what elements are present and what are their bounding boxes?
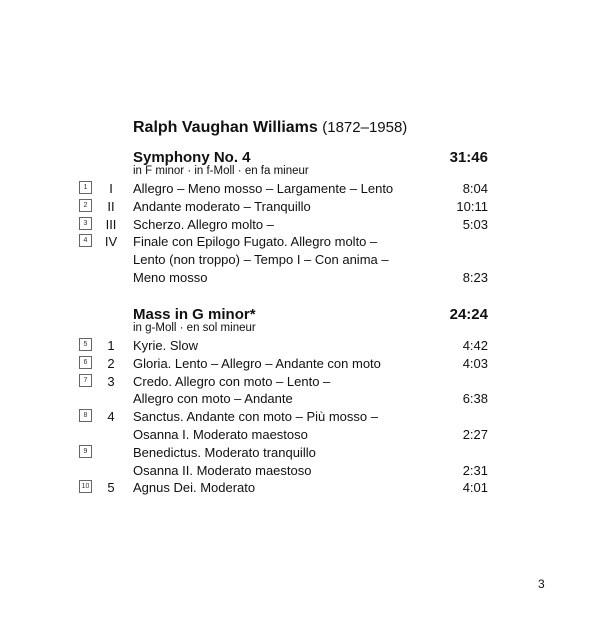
track-duration: 4:42 — [462, 338, 488, 353]
movement-number: 4 — [107, 409, 115, 424]
track-title-line: Benedictus. Moderato tranquillo — [133, 445, 316, 460]
composer-name: Ralph Vaughan Williams — [133, 119, 318, 136]
track-title-line: Meno mosso — [133, 270, 208, 285]
track-title-line: Agnus Dei. Moderato — [133, 480, 256, 495]
track-title-line: Finale con Epilogo Fugato. Allegro molto – — [133, 234, 378, 249]
track-title-line: Gloria. Lento – Allegro – Andante con moto — [133, 356, 381, 371]
track-number-box: 4 — [79, 234, 92, 247]
track-title-line: Osanna I. Moderato maestoso — [133, 427, 308, 442]
work-total-mass: 24:24 — [449, 306, 488, 323]
track-number-box: 2 — [79, 199, 92, 212]
track-number-box: 9 — [79, 445, 92, 458]
track-duration: 2:31 — [462, 463, 488, 478]
track-number-box: 5 — [79, 338, 92, 351]
track-title-line: Scherzo. Allegro molto – — [133, 217, 274, 232]
track-title-line: Allegro con moto – Andante — [133, 391, 293, 406]
track-title-line: Lento (non troppo) – Tempo I – Con anima – — [133, 252, 389, 267]
work-subtitle-mass: in g-Moll · en sol mineur — [133, 322, 256, 334]
track-duration: 2:27 — [462, 427, 488, 442]
work-title-symphony: Symphony No. 4 — [133, 149, 251, 166]
track-number-box: 6 — [79, 356, 92, 369]
page-number: 3 — [538, 577, 545, 591]
track-title-line: Credo. Allegro con moto – Lento – — [133, 374, 331, 389]
work-total-symphony: 31:46 — [449, 149, 488, 166]
movement-number: III — [105, 217, 117, 232]
track-duration: 4:03 — [462, 356, 488, 371]
track-title-line: Osanna II. Moderato maestoso — [133, 463, 312, 478]
composer-heading — [133, 119, 407, 137]
track-duration: 8:04 — [462, 181, 488, 196]
track-number-box: 10 — [79, 480, 92, 493]
movement-number: IV — [104, 234, 118, 249]
work-subtitle-symphony: in F minor · in f-Moll · en fa mineur — [133, 165, 309, 177]
track-duration: 10:11 — [456, 199, 488, 214]
track-title-line: Sanctus. Andante con moto – Più mosso – — [133, 409, 378, 424]
track-duration: 5:03 — [462, 217, 488, 232]
movement-number: 3 — [107, 374, 115, 389]
track-duration: 6:38 — [462, 391, 488, 406]
movement-number: 5 — [107, 480, 115, 495]
track-number-box: 7 — [79, 374, 92, 387]
track-number-box: 1 — [79, 181, 92, 194]
track-duration: 4:01 — [462, 480, 488, 495]
track-number-box: 3 — [79, 217, 92, 230]
movement-number: 2 — [107, 356, 115, 371]
track-title-line: Andante moderato – Tranquillo — [133, 199, 311, 214]
composer-dates: (1872–1958) — [322, 119, 408, 136]
track-title-line: Allegro – Meno mosso – Largamente – Lento — [133, 181, 394, 196]
track-duration: 8:23 — [462, 270, 488, 285]
movement-number: 1 — [107, 338, 115, 353]
work-title-mass: Mass in G minor* — [133, 306, 256, 323]
movement-number: I — [109, 181, 113, 196]
track-number-box: 8 — [79, 409, 92, 422]
track-title-line: Kyrie. Slow — [133, 338, 199, 353]
movement-number: II — [107, 199, 115, 214]
